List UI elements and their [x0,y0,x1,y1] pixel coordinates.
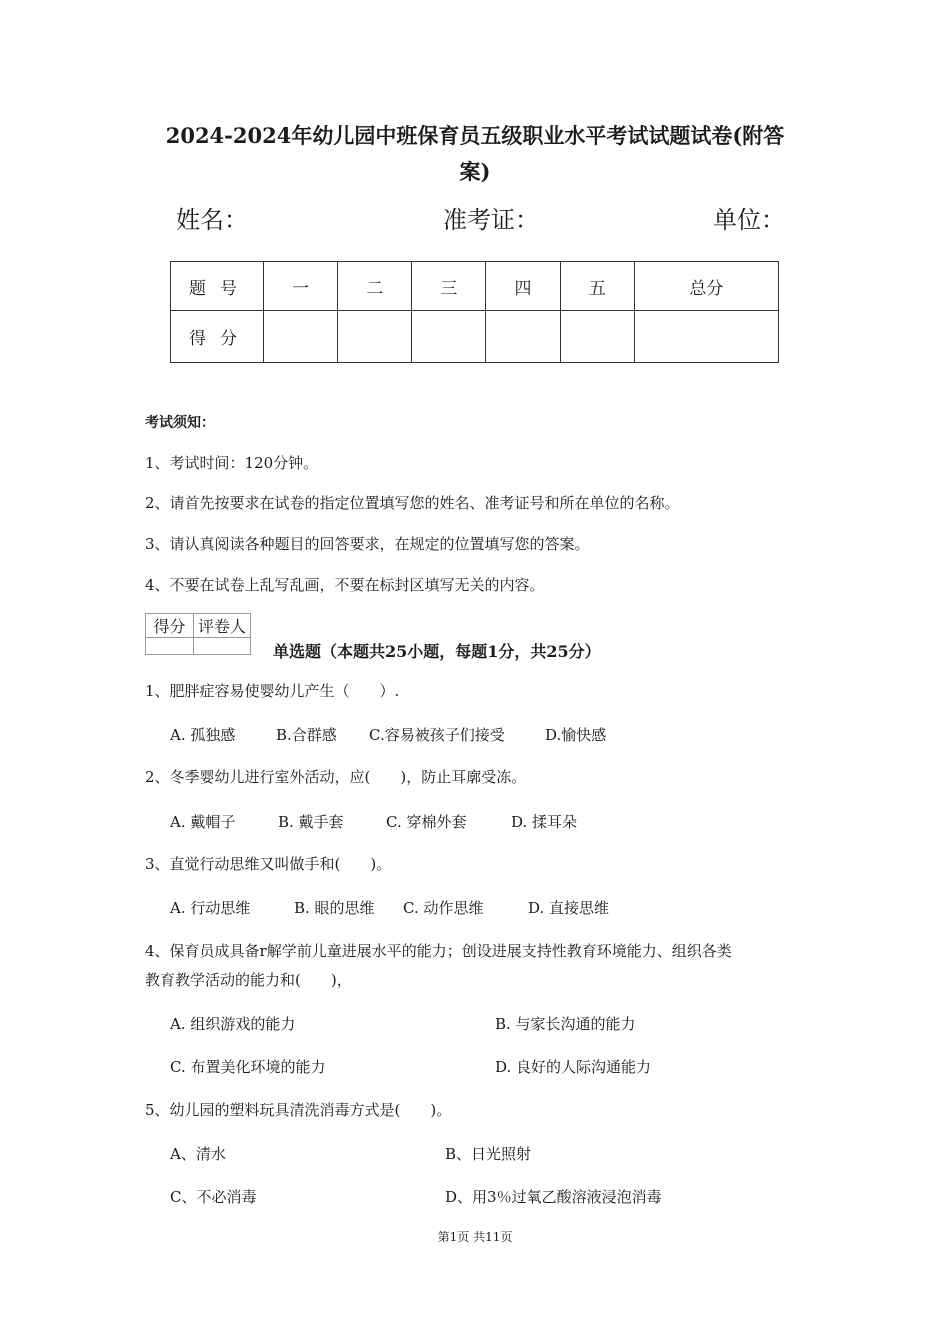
score-header-cell: 三 [412,262,486,311]
score-header-cell: 五 [560,262,634,311]
notice-item: 2、请首先按要求在试卷的指定位置填写您的姓名、准考证号和所在单位的名称。 [145,494,680,512]
answer-option[interactable]: C. 动作思维 [403,899,484,917]
title-line-2: 案) [459,159,491,184]
answer-option[interactable]: B. 与家长沟通的能力 [495,1015,636,1033]
title-line-1: 2024-2024年幼儿园中班保育员五级职业水平考试试题试卷(附答 [165,123,785,148]
question-stem: 4、保育员成具备r解学前儿童进展水平的能力；创设进展支持性教育环境能力、组织各类 [145,942,732,960]
answer-option[interactable]: C.容易被孩子们接受 [369,726,505,744]
answer-option[interactable]: A、清水 [170,1145,226,1163]
answer-option[interactable]: C. 穿棉外套 [386,813,467,831]
page-footer: 第1页 共11页 [437,1230,513,1244]
score-value-row [171,311,779,363]
notice-item: 4、不要在试卷上乱写乱画，不要在标封区填写无关的内容。 [145,576,545,594]
name-field-label[interactable]: 姓名： [176,206,248,234]
answer-option[interactable]: C、不必消毒 [170,1188,257,1206]
answer-option[interactable]: D. 直接思维 [528,899,610,917]
score-cell[interactable] [634,311,778,363]
answer-option[interactable]: A. 行动思维 [170,899,251,917]
answer-option[interactable]: A. 戴帽子 [170,813,236,831]
score-cell[interactable] [412,311,486,363]
notice-item: 1、考试时间：120分钟。 [145,454,319,472]
answer-option[interactable]: D.愉快感 [545,726,607,744]
answer-option[interactable]: C. 布置美化环境的能力 [170,1058,326,1076]
answer-option[interactable]: B. 眼的思维 [294,899,375,917]
score-cell[interactable] [486,311,560,363]
exam-title [140,118,810,190]
score-table [170,261,779,363]
exam-id-field-label[interactable]: 准考证： [443,206,539,234]
grader-score-cell[interactable] [146,638,194,655]
notice-heading: 考试须知： [145,415,215,431]
answer-option[interactable]: A. 孤独感 [170,726,236,744]
answer-option[interactable]: D. 揉耳朵 [511,813,578,831]
notice-item: 3、请认真阅读各种题目的回答要求，在规定的位置填写您的答案。 [145,535,590,553]
score-cell[interactable] [560,311,634,363]
score-cell[interactable] [264,311,338,363]
question-stem: 1、肥胖症容易使婴幼儿产生（ ）. [145,682,400,700]
score-cell[interactable] [338,311,412,363]
score-header-cell: 题号 [171,262,264,311]
answer-option[interactable]: D. 良好的人际沟通能力 [495,1058,652,1076]
score-header-cell: 一 [264,262,338,311]
answer-option[interactable]: D、用3％过氧乙酸溶液浸泡消毒 [445,1188,662,1206]
score-header-cell: 二 [338,262,412,311]
score-row-label: 得分 [171,311,264,363]
score-header-row [171,262,779,311]
question-stem-continued: 教育教学活动的能力和( )， [145,971,352,989]
answer-option[interactable]: A. 组织游戏的能力 [170,1015,296,1033]
question-stem: 5、幼儿园的塑料玩具清洗消毒方式是( )。 [145,1101,452,1119]
question-stem: 3、直觉行动思维又叫做手和( )。 [145,855,392,873]
section-title: 单选题（本题共25小题，每题1分，共25分） [273,642,601,661]
answer-option[interactable]: B. 戴手套 [278,813,344,831]
answer-option[interactable]: B.合群感 [276,726,337,744]
candidate-fields [170,200,790,240]
grader-name-cell[interactable] [194,638,251,655]
score-header-cell: 四 [486,262,560,311]
answer-option[interactable]: B、日光照射 [445,1145,532,1163]
grader-score-label: 得分 [146,614,194,638]
question-stem: 2、冬季婴幼儿进行室外活动，应( )，防止耳廓受冻。 [145,768,527,786]
grader-table [145,613,251,655]
score-header-cell: 总分 [634,262,778,311]
grader-name-label: 评卷人 [194,614,251,638]
unit-field-label[interactable]: 单位： [713,206,785,234]
